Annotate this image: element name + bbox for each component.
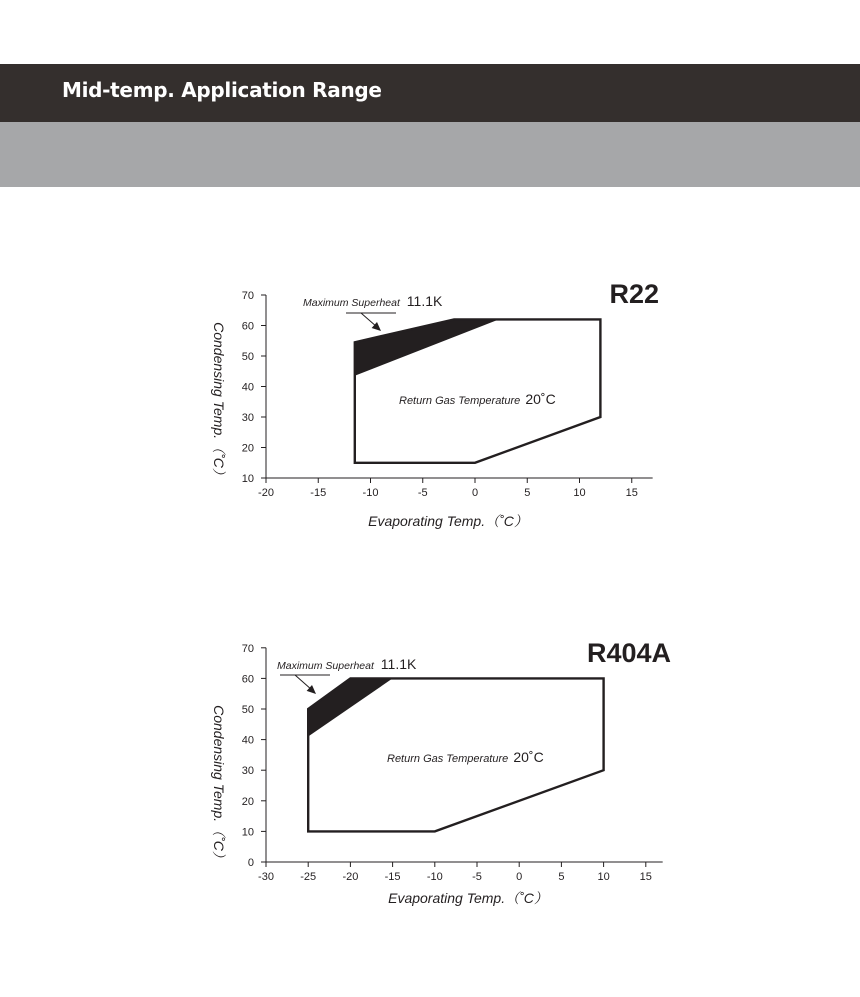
superheat-label bbox=[277, 656, 417, 672]
x-tick-label: -15 bbox=[310, 487, 327, 499]
y-tick-label: 20 bbox=[241, 442, 254, 455]
return-gas-text: Return Gas Temperature bbox=[387, 753, 509, 765]
x-tick-label: -10 bbox=[426, 871, 443, 883]
x-tick-label: 0 bbox=[516, 871, 523, 883]
return-gas-label bbox=[387, 749, 544, 765]
x-tick-label: 10 bbox=[573, 487, 586, 499]
y-tick-label: 20 bbox=[241, 795, 254, 808]
x-tick-label: -30 bbox=[258, 871, 274, 883]
page-title: Mid-temp. Application Range bbox=[62, 78, 382, 102]
y-tick-label: 0 bbox=[247, 857, 254, 869]
x-tick-label: -10 bbox=[362, 487, 379, 499]
return-gas-label bbox=[399, 391, 556, 407]
y-tick-label: 60 bbox=[241, 673, 254, 686]
x-tick-label: 15 bbox=[639, 871, 652, 883]
superheat-text: Maximum Superheat bbox=[277, 660, 374, 672]
superheat-text: Maximum Superheat bbox=[303, 297, 400, 309]
superheat-region bbox=[308, 678, 392, 736]
sub-header-bar bbox=[0, 122, 860, 187]
y-tick-label: 30 bbox=[241, 412, 254, 424]
x-tick-label: 15 bbox=[625, 487, 638, 499]
chart-r404a bbox=[0, 630, 860, 920]
x-tick-label: -5 bbox=[472, 871, 482, 883]
chart-r22-svg bbox=[0, 270, 860, 540]
y-tick-label: 50 bbox=[241, 351, 254, 363]
superheat-value: 11.1K bbox=[380, 656, 417, 672]
x-tick-label: -25 bbox=[300, 871, 317, 883]
chart-r22 bbox=[0, 270, 860, 540]
superheat-label bbox=[303, 293, 443, 309]
y-axis-label: Condensing Temp.（˚C） bbox=[211, 322, 227, 482]
x-tick-label: 10 bbox=[597, 871, 610, 883]
x-tick-label: 0 bbox=[471, 487, 479, 499]
y-tick-label: 40 bbox=[241, 381, 254, 394]
y-tick-label: 40 bbox=[241, 734, 254, 747]
x-tick-label: -20 bbox=[258, 487, 274, 499]
return-gas-value: 20˚C bbox=[513, 749, 544, 765]
x-tick-label: -5 bbox=[417, 487, 428, 499]
x-tick-label: 5 bbox=[558, 871, 565, 883]
y-tick-label: 70 bbox=[241, 290, 254, 302]
superheat-value: 11.1K bbox=[406, 293, 443, 309]
return-gas-text: Return Gas Temperature bbox=[399, 395, 521, 407]
y-tick-label: 70 bbox=[241, 642, 254, 655]
y-axis-label: Condensing Temp.（˚C） bbox=[211, 705, 227, 865]
x-axis-label: Evaporating Temp.（˚C） bbox=[368, 513, 528, 529]
return-gas-value: 20˚C bbox=[525, 391, 556, 407]
chart-title: R404A bbox=[586, 638, 671, 668]
x-tick-label: -20 bbox=[342, 871, 359, 883]
y-tick-label: 10 bbox=[241, 826, 254, 839]
x-tick-label: -15 bbox=[384, 871, 401, 883]
y-tick-label: 10 bbox=[241, 473, 254, 485]
chart-title: R22 bbox=[609, 279, 659, 309]
y-tick-label: 60 bbox=[241, 320, 254, 333]
y-tick-label: 50 bbox=[241, 704, 254, 716]
x-tick-label: 5 bbox=[524, 487, 531, 499]
y-tick-label: 30 bbox=[241, 765, 254, 778]
superheat-arrow-line bbox=[295, 675, 312, 690]
chart-r404a-svg bbox=[0, 630, 860, 920]
x-axis-label: Evaporating Temp.（˚C） bbox=[388, 890, 548, 906]
